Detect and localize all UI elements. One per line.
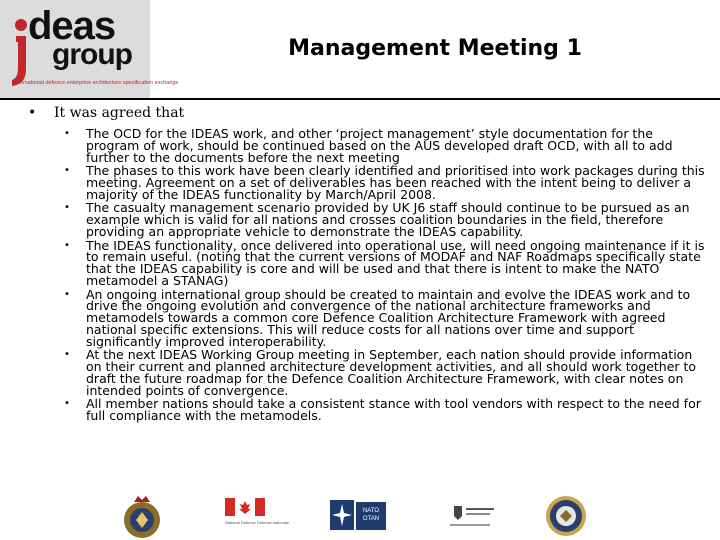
list-item: • The casualty management scenario provided by UK J6 staff should continue to be pursued as an example which is valid for all nations and crosses coalition boundaries in the field, therefore providing an appropriate vehicle to demonstrate the IDEAS capability.	[64, 200, 690, 239]
logo-tagline: international defence enterprise architecture specification exchange	[14, 80, 179, 86]
agreement-list	[20, 128, 710, 422]
list-item: • An ongoing international group should be created to maintain and evolve the IDEAS work and to drive the ongoing evolution and convergence of the national architecture frameworks and metamodels towards a common core Defence Coalition Architecture Framework with agreed national specific extensions. This will reduce costs for all nations over time and support significantly improved interoperability.	[64, 286, 691, 349]
title-divider	[0, 98, 720, 100]
list-item: • The OCD for the IDEAS work, and other ‘project management’ style documentation for the program of work, should be continued based on the AUS developed draft OCD, with all to add further to the documents before the next meeting	[64, 126, 673, 165]
intro-text: It was agreed that	[54, 105, 185, 121]
canada-dnd-emblem	[225, 498, 290, 525]
list-item: • All member nations should take a consistent stance with tool vendors with respect to the need for full compliance with the metamodels.	[64, 396, 701, 424]
logo-word-deas: deas	[28, 4, 116, 48]
footer-emblems	[0, 492, 720, 540]
bullet-icon: •	[64, 128, 70, 139]
uk-mod-crest-icon	[120, 494, 164, 540]
list-item: • The phases to this work have been clearly identified and prioritised into work packages during this meeting. Agreement on a set of deliverables has been reached with the intent being to deliver a majority of the IDEAS functionality by March/April 2008.	[64, 163, 705, 202]
canada-flag-icon	[225, 498, 265, 516]
bullet-icon: •	[64, 288, 70, 300]
bullet-icon: •	[64, 165, 70, 177]
nato-star-icon	[330, 500, 354, 530]
list-item: • At the next IDEAS Working Group meeting in September, each nation should provide information on their current and planned architecture development activities, and all should work together to draft the future roadmap for the Defence Coalition Architecture Framework, with clear notes on intended points of convergence.	[64, 347, 697, 398]
bullet-icon: •	[64, 239, 70, 251]
australian-government-crest-icon	[446, 504, 496, 530]
list-item: • The IDEAS functionality, once delivered into operational use, will need ongoing maintenance if it is to remain useful. (noting that the current versions of MODAF and NAF Roadmaps specifically state that the IDEAS capability is core and will be used and that there is intent to make the NATO metamodel a STANAG)	[64, 237, 705, 288]
nato-label: NATO	[362, 508, 380, 514]
bullet-icon: •	[28, 105, 37, 121]
otan-label: OTAN	[362, 516, 380, 522]
nato-emblem	[330, 496, 388, 534]
ideas-group-logo	[0, 0, 179, 98]
content-body	[20, 104, 710, 424]
logo-word-group: group	[52, 38, 132, 71]
canada-text-fr: Défense nationale	[256, 520, 290, 525]
bullet-icon: •	[64, 349, 70, 361]
bullet-icon: •	[64, 202, 70, 214]
canada-text-en: National Defence	[225, 520, 256, 525]
bullet-icon: •	[64, 398, 70, 410]
us-dod-seal-icon	[544, 494, 588, 538]
intro-bullet	[20, 104, 710, 122]
nato-label-box	[356, 502, 386, 530]
page-title: Management Meeting 1	[288, 36, 582, 61]
